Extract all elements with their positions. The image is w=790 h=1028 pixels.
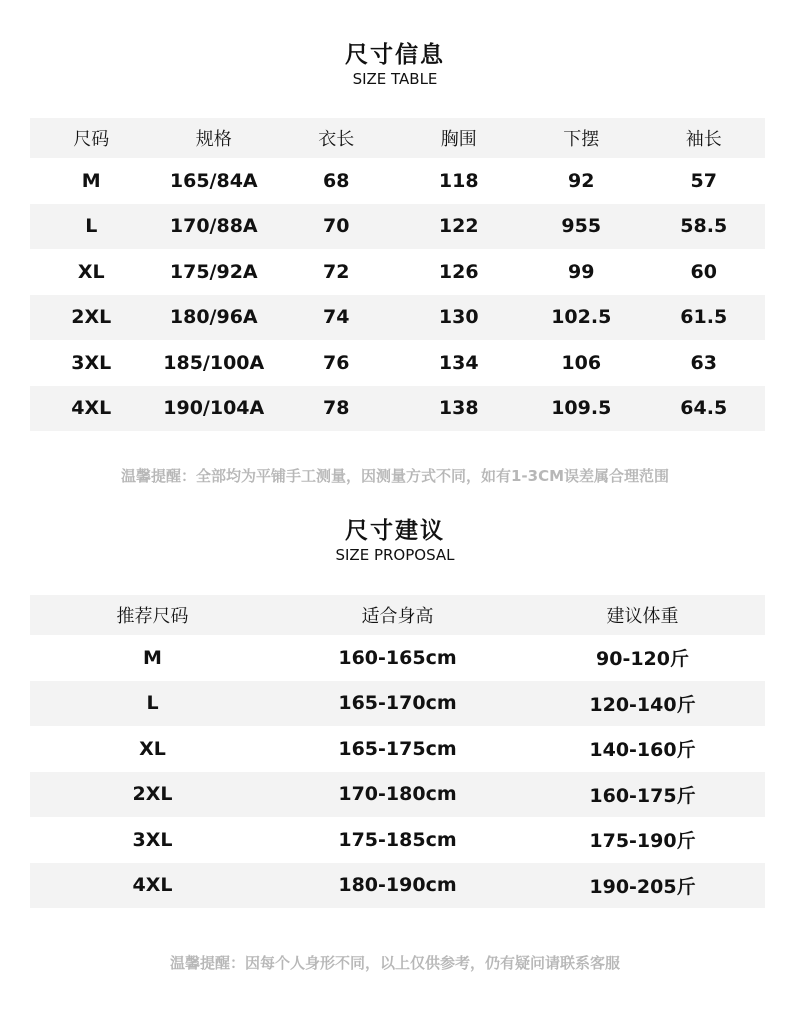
table-cell: 92 <box>568 169 595 192</box>
table-cell: 138 <box>438 397 479 420</box>
table-cell: 190-205斤 <box>589 875 696 898</box>
table-cell: 134 <box>438 351 479 374</box>
table-cell: 74 <box>323 306 350 329</box>
table-cell: 160-175斤 <box>589 784 696 807</box>
table-cell: 2XL <box>71 306 112 329</box>
table-cell: 160-165cm <box>338 646 457 669</box>
size-table-note: 温馨提醒：全部均为平铺手工测量，因测量方式不同，如有1-3CM误差属合理范围 <box>120 467 670 485</box>
table-cell: 72 <box>323 260 350 283</box>
table-cell: 106 <box>561 351 602 374</box>
table-cell: 90-120斤 <box>596 648 689 671</box>
table-cell: 140-160斤 <box>589 739 696 762</box>
header-cell: 规格 <box>195 129 232 150</box>
table-row <box>30 158 765 204</box>
table-cell: 3XL <box>132 828 173 851</box>
size-proposal-table <box>30 595 765 908</box>
header-cell: 袖长 <box>685 129 722 150</box>
table-cell: 68 <box>323 169 350 192</box>
table-cell: 76 <box>323 351 350 374</box>
table-row <box>30 386 765 432</box>
table-cell: 175-185cm <box>338 828 457 851</box>
size-table-title-cn: 尺寸信息 <box>345 42 445 68</box>
table-row <box>30 295 765 341</box>
table-row <box>30 204 765 250</box>
table-cell: 185/100A <box>163 351 265 374</box>
size-proposal-title-cn: 尺寸建议 <box>345 518 445 544</box>
table-cell: 170/88A <box>169 215 258 238</box>
table-cell: 130 <box>438 306 479 329</box>
table-row <box>30 249 765 295</box>
table-cell: 4XL <box>71 397 112 420</box>
size-proposal-title <box>0 518 790 564</box>
size-table-header-row <box>30 118 765 158</box>
table-row <box>30 726 765 772</box>
table-cell: L <box>85 215 98 238</box>
size-proposal-title-en: SIZE PROPOSAL <box>335 546 455 564</box>
table-cell: M <box>143 646 162 669</box>
table-cell: M <box>81 169 101 192</box>
table-cell: XL <box>77 260 105 283</box>
table-cell: XL <box>139 737 166 760</box>
size-table-title <box>0 42 790 88</box>
table-cell: 2XL <box>132 783 173 806</box>
table-cell: 3XL <box>71 351 112 374</box>
size-proposal-note: 温馨提醒：因每个人身形不同，以上仅供参考，仍有疑问请联系客服 <box>169 954 620 972</box>
table-cell: 78 <box>323 397 350 420</box>
table-cell: 63 <box>690 351 717 374</box>
table-cell: 165-175cm <box>338 737 457 760</box>
size-table-title-en: SIZE TABLE <box>352 70 438 88</box>
table-cell: 102.5 <box>551 306 612 329</box>
table-cell: 61.5 <box>680 306 728 329</box>
table-cell: 190/104A <box>163 397 265 420</box>
table-cell: 4XL <box>132 874 173 897</box>
header-cell: 下摆 <box>563 129 600 150</box>
table-cell: 60 <box>690 260 717 283</box>
header-cell: 建议体重 <box>606 606 679 627</box>
table-row <box>30 635 765 681</box>
table-cell: 58.5 <box>680 215 728 238</box>
size-table <box>30 118 765 431</box>
table-row <box>30 681 765 727</box>
table-cell: 118 <box>438 169 479 192</box>
table-cell: 955 <box>561 215 602 238</box>
table-cell: L <box>146 692 159 715</box>
table-cell: 109.5 <box>551 397 612 420</box>
table-cell: 170-180cm <box>338 783 457 806</box>
header-cell: 适合身高 <box>361 606 434 627</box>
table-cell: 99 <box>568 260 595 283</box>
table-row <box>30 817 765 863</box>
size-proposal-header-row <box>30 595 765 635</box>
header-cell: 推荐尺码 <box>116 606 189 627</box>
table-cell: 70 <box>323 215 350 238</box>
table-cell: 165-170cm <box>338 692 457 715</box>
table-cell: 57 <box>690 169 717 192</box>
table-cell: 120-140斤 <box>589 693 696 716</box>
table-row <box>30 340 765 386</box>
table-cell: 180/96A <box>169 306 258 329</box>
table-cell: 126 <box>438 260 479 283</box>
header-cell: 尺码 <box>73 129 110 150</box>
table-row <box>30 863 765 909</box>
table-cell: 64.5 <box>680 397 728 420</box>
header-cell: 衣长 <box>318 129 355 150</box>
table-row <box>30 772 765 818</box>
table-cell: 122 <box>438 215 479 238</box>
table-cell: 175/92A <box>169 260 258 283</box>
table-cell: 165/84A <box>169 169 258 192</box>
table-cell: 180-190cm <box>338 874 457 897</box>
table-cell: 175-190斤 <box>589 830 696 853</box>
header-cell: 胸围 <box>440 129 477 150</box>
